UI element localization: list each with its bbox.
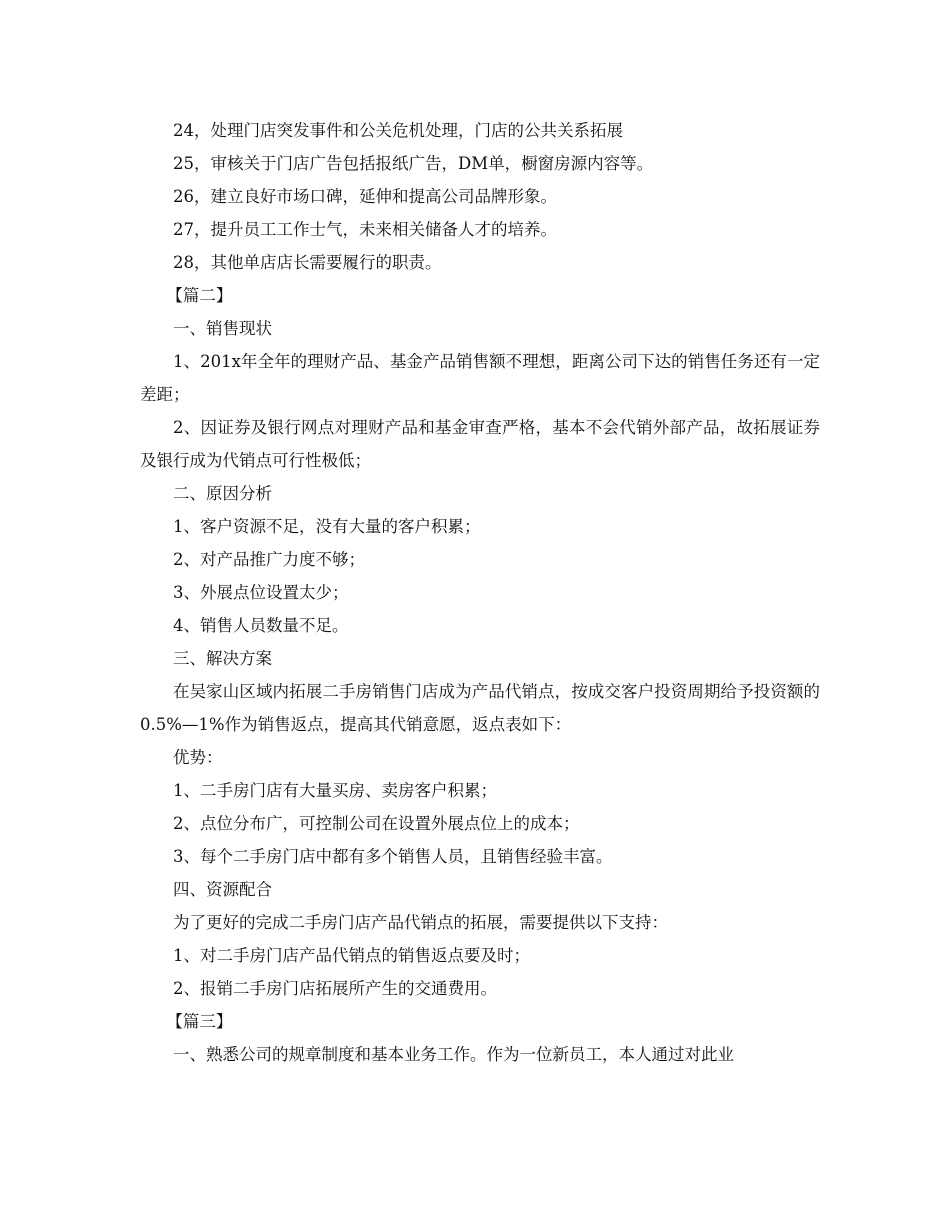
paragraph-part-three-1: 一、熟悉公司的规章制度和基本业务工作。作为一位新员工，本人通过对此业 — [173, 1045, 734, 1064]
paragraph-sales-status-1: 1、201x年全年的理财产品、基金产品销售额不理想，距离公司下达的销售任务还有一定差距； — [140, 352, 820, 404]
paragraph-cause-4: 4、销售人员数量不足。 — [173, 616, 349, 635]
paragraph-support-intro: 为了更好的完成二手房门店产品代销点的拓展，需要提供以下支持： — [173, 913, 668, 932]
subheading-solution: 三、解决方案 — [173, 649, 272, 668]
paragraph-cause-1: 1、客户资源不足，没有大量的客户积累； — [173, 517, 481, 536]
paragraph-27: 27，提升员工工作士气，未来相关储备人才的培养。 — [173, 220, 557, 239]
paragraph-26: 26，建立良好市场口碑，延伸和提高公司品牌形象。 — [173, 187, 557, 206]
paragraph-sales-status-2: 2、因证券及银行网点对理财产品和基金审查严格，基本不会代销外部产品，故拓展证券及银行成为代销点可行性极低； — [140, 418, 820, 470]
paragraph-cause-3: 3、外展点位设置太少； — [173, 583, 349, 602]
section-heading-part-two: 【篇二】 — [166, 286, 233, 305]
paragraph-24: 24，处理门店突发事件和公关危机处理，门店的公共关系拓展 — [173, 121, 623, 140]
document-body — [140, 114, 820, 1071]
paragraph-28: 28，其他单店店长需要履行的职责。 — [173, 253, 442, 272]
subheading-resource-support: 四、资源配合 — [173, 880, 272, 899]
paragraph-support-2: 2、报销二手房门店拓展所产生的交通费用。 — [173, 979, 497, 998]
paragraph-advantage-2: 2、点位分布广，可控制公司在设置外展点位上的成本； — [173, 814, 580, 833]
paragraph-cause-2: 2、对产品推广力度不够； — [173, 550, 365, 569]
paragraph-support-1: 1、对二手房门店产品代销点的销售返点要及时； — [173, 946, 530, 965]
paragraph-solution: 在吴家山区域内拓展二手房销售门店成为产品代销点，按成交客户投资周期给予投资额的0.5%—1%作为销售返点，提高其代销意愿，返点表如下： — [140, 682, 820, 734]
section-heading-part-three: 【篇三】 — [166, 1012, 233, 1031]
paragraph-advantage-1: 1、二手房门店有大量买房、卖房客户积累； — [173, 781, 497, 800]
paragraph-25: 25，审核关于门店广告包括报纸广告，DM单，橱窗房源内容等。 — [173, 154, 654, 173]
subheading-sales-status: 一、销售现状 — [173, 319, 272, 338]
subheading-cause-analysis: 二、原因分析 — [173, 484, 272, 503]
paragraph-advantage-3: 3、每个二手房门店中都有多个销售人员，且销售经验丰富。 — [173, 847, 613, 866]
paragraph-advantages-label: 优势： — [173, 748, 223, 767]
